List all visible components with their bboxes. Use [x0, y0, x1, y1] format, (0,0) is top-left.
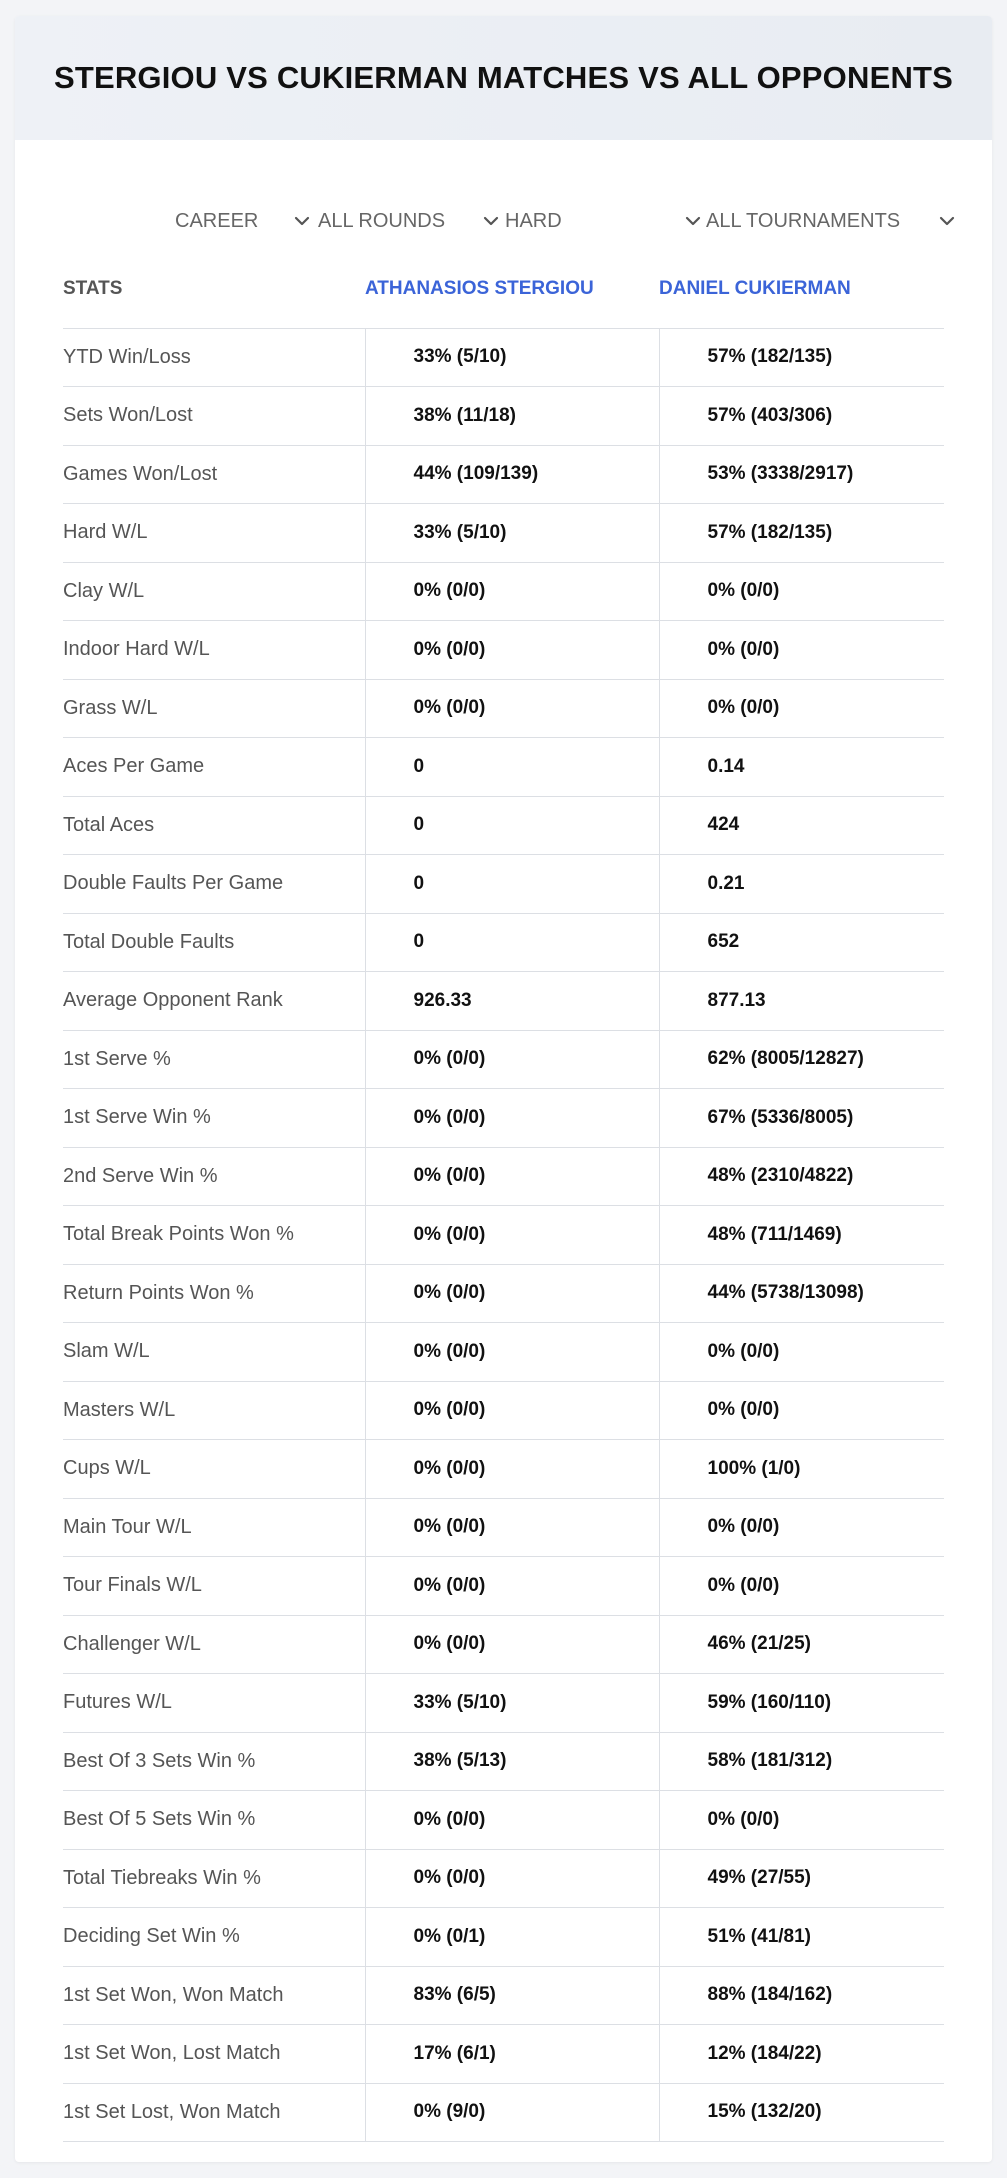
stat-value-stergiou: 0% (0/0) — [365, 562, 659, 621]
chevron-down-icon — [482, 212, 500, 230]
stat-value-stergiou: 33% (5/10) — [365, 328, 659, 387]
stat-label: Best Of 5 Sets Win % — [63, 1791, 365, 1850]
stat-value-cukierman: 48% (2310/4822) — [659, 1147, 944, 1206]
table-row — [63, 1264, 944, 1323]
stat-label: Total Aces — [63, 796, 365, 855]
stat-value-cukierman: 15% (132/20) — [659, 2083, 944, 2142]
table-row — [63, 855, 944, 914]
filter-label: ALL TOURNAMENTS — [706, 209, 901, 232]
table-row — [63, 2025, 944, 2084]
filter-rounds-select[interactable] — [318, 188, 500, 254]
stat-value-stergiou: 33% (5/10) — [365, 504, 659, 563]
table-row — [63, 562, 944, 621]
stat-value-cukierman: 58% (181/312) — [659, 1732, 944, 1791]
table-row — [63, 972, 944, 1031]
stat-value-stergiou: 17% (6/1) — [365, 2025, 659, 2084]
stat-value-stergiou: 0% (0/0) — [365, 1030, 659, 1089]
table-row — [63, 1791, 944, 1850]
stat-label: Grass W/L — [63, 679, 365, 738]
table-row — [63, 679, 944, 738]
stat-value-cukierman: 88% (184/162) — [659, 1966, 944, 2025]
stat-value-stergiou: 44% (109/139) — [365, 445, 659, 504]
stat-value-cukierman: 0% (0/0) — [659, 1323, 944, 1382]
stat-value-stergiou: 38% (5/13) — [365, 1732, 659, 1791]
filter-surface-select[interactable] — [505, 188, 702, 254]
table-row — [63, 1089, 944, 1148]
stat-label: Best Of 3 Sets Win % — [63, 1732, 365, 1791]
stat-value-cukierman: 59% (160/110) — [659, 1674, 944, 1733]
stat-value-stergiou: 0 — [365, 855, 659, 914]
stat-value-cukierman: 53% (3338/2917) — [659, 445, 944, 504]
stats-table-body — [63, 328, 944, 2142]
stat-value-cukierman: 0% (0/0) — [659, 1791, 944, 1850]
stat-value-stergiou: 0 — [365, 913, 659, 972]
stat-label: Masters W/L — [63, 1381, 365, 1440]
stat-label: Total Tiebreaks Win % — [63, 1849, 365, 1908]
stat-value-stergiou: 0% (0/0) — [365, 1498, 659, 1557]
stat-label: Tour Finals W/L — [63, 1557, 365, 1616]
stat-value-stergiou: 0 — [365, 738, 659, 797]
player-link-stergiou[interactable]: ATHANASIOS STERGIOU — [365, 250, 659, 328]
stat-value-cukierman: 877.13 — [659, 972, 944, 1031]
filter-period-select[interactable] — [175, 188, 311, 254]
stat-value-cukierman: 67% (5336/8005) — [659, 1089, 944, 1148]
stat-value-cukierman: 46% (21/25) — [659, 1615, 944, 1674]
stat-value-cukierman: 0% (0/0) — [659, 1498, 944, 1557]
stat-label: Sets Won/Lost — [63, 387, 365, 446]
stat-value-cukierman: 0.14 — [659, 738, 944, 797]
stat-value-stergiou: 0% (0/0) — [365, 1615, 659, 1674]
table-row — [63, 504, 944, 563]
stat-value-stergiou: 0% (0/0) — [365, 1147, 659, 1206]
player-link-cukierman[interactable]: DANIEL CUKIERMAN — [659, 250, 944, 328]
stat-label: Double Faults Per Game — [63, 855, 365, 914]
stat-value-stergiou: 0% (0/0) — [365, 1206, 659, 1265]
table-row — [63, 1615, 944, 1674]
filter-label: HARD — [505, 209, 562, 232]
stat-label: Average Opponent Rank — [63, 972, 365, 1031]
stat-value-stergiou: 38% (11/18) — [365, 387, 659, 446]
stat-value-stergiou: 0% (0/1) — [365, 1908, 659, 1967]
stat-value-cukierman: 57% (182/135) — [659, 328, 944, 387]
stat-value-cukierman: 0% (0/0) — [659, 621, 944, 680]
card-header — [15, 16, 992, 140]
stat-label: 1st Serve % — [63, 1030, 365, 1089]
stat-value-stergiou: 0% (0/0) — [365, 1089, 659, 1148]
stat-value-cukierman: 424 — [659, 796, 944, 855]
stat-value-cukierman: 12% (184/22) — [659, 2025, 944, 2084]
stat-value-cukierman: 44% (5738/13098) — [659, 1264, 944, 1323]
table-row — [63, 1908, 944, 1967]
stat-label: 1st Set Won, Lost Match — [63, 2025, 365, 2084]
table-row — [63, 913, 944, 972]
stat-label: Total Double Faults — [63, 913, 365, 972]
table-row — [63, 1323, 944, 1382]
stat-value-stergiou: 0% (0/0) — [365, 1849, 659, 1908]
stat-label: Games Won/Lost — [63, 445, 365, 504]
stat-label: Clay W/L — [63, 562, 365, 621]
stat-value-stergiou: 0% (0/0) — [365, 1791, 659, 1850]
table-row — [63, 621, 944, 680]
table-header-row — [63, 250, 944, 328]
stat-value-cukierman: 0.21 — [659, 855, 944, 914]
stat-value-cukierman: 652 — [659, 913, 944, 972]
stat-value-cukierman: 49% (27/55) — [659, 1849, 944, 1908]
stat-label: Aces Per Game — [63, 738, 365, 797]
table-row — [63, 796, 944, 855]
table-row — [63, 1030, 944, 1089]
table-row — [63, 1440, 944, 1499]
stat-value-cukierman: 48% (711/1469) — [659, 1206, 944, 1265]
stat-label: 1st Set Won, Won Match — [63, 1966, 365, 2025]
stats-table — [63, 250, 944, 2142]
table-row — [63, 1147, 944, 1206]
table-row — [63, 328, 944, 387]
stat-value-cukierman: 0% (0/0) — [659, 562, 944, 621]
filter-tournaments-select[interactable] — [706, 188, 956, 254]
stat-value-cukierman: 0% (0/0) — [659, 1381, 944, 1440]
stat-label: Total Break Points Won % — [63, 1206, 365, 1265]
stat-value-stergiou: 0% (0/0) — [365, 1323, 659, 1382]
stat-value-stergiou: 0% (0/0) — [365, 1381, 659, 1440]
filter-label: ALL ROUNDS — [318, 209, 446, 232]
stat-value-cukierman: 0% (0/0) — [659, 679, 944, 738]
table-row — [63, 738, 944, 797]
filter-label: CAREER — [175, 209, 259, 232]
stats-card — [15, 16, 992, 2162]
stat-value-stergiou: 926.33 — [365, 972, 659, 1031]
stat-value-cukierman: 57% (182/135) — [659, 504, 944, 563]
stat-label: Challenger W/L — [63, 1615, 365, 1674]
stat-value-stergiou: 0% (0/0) — [365, 679, 659, 738]
table-row — [63, 1674, 944, 1733]
filter-bar — [15, 188, 992, 254]
stat-value-stergiou: 0% (0/0) — [365, 1264, 659, 1323]
stat-value-cukierman: 51% (41/81) — [659, 1908, 944, 1967]
table-row — [63, 1498, 944, 1557]
stat-value-stergiou: 0% (0/0) — [365, 1557, 659, 1616]
stat-value-cukierman: 0% (0/0) — [659, 1557, 944, 1616]
stat-value-cukierman: 57% (403/306) — [659, 387, 944, 446]
column-header-stats: STATS — [63, 250, 365, 328]
stat-label: Main Tour W/L — [63, 1498, 365, 1557]
page-title: STERGIOU VS CUKIERMAN MATCHES VS ALL OPPONENTS — [53, 60, 954, 95]
chevron-down-icon — [684, 212, 702, 230]
chevron-down-icon — [938, 212, 956, 230]
stat-label: Deciding Set Win % — [63, 1908, 365, 1967]
stat-label: Futures W/L — [63, 1674, 365, 1733]
table-row — [63, 1557, 944, 1616]
table-row — [63, 445, 944, 504]
stat-value-stergiou: 33% (5/10) — [365, 1674, 659, 1733]
stat-value-cukierman: 100% (1/0) — [659, 1440, 944, 1499]
stat-label: 1st Set Lost, Won Match — [63, 2083, 365, 2142]
stat-label: Return Points Won % — [63, 1264, 365, 1323]
stat-label: YTD Win/Loss — [63, 328, 365, 387]
stat-label: Slam W/L — [63, 1323, 365, 1382]
stat-value-stergiou: 83% (6/5) — [365, 1966, 659, 2025]
stat-label: Hard W/L — [63, 504, 365, 563]
table-row — [63, 1966, 944, 2025]
table-row — [63, 1732, 944, 1791]
table-row — [63, 1849, 944, 1908]
stat-value-stergiou: 0% (9/0) — [365, 2083, 659, 2142]
stat-label: Indoor Hard W/L — [63, 621, 365, 680]
stat-label: 1st Serve Win % — [63, 1089, 365, 1148]
table-row — [63, 387, 944, 446]
stat-label: 2nd Serve Win % — [63, 1147, 365, 1206]
stat-value-stergiou: 0% (0/0) — [365, 1440, 659, 1499]
stat-value-cukierman: 62% (8005/12827) — [659, 1030, 944, 1089]
table-row — [63, 2083, 944, 2142]
chevron-down-icon — [293, 212, 311, 230]
table-row — [63, 1206, 944, 1265]
stat-label: Cups W/L — [63, 1440, 365, 1499]
stat-value-stergiou: 0 — [365, 796, 659, 855]
table-row — [63, 1381, 944, 1440]
stat-value-stergiou: 0% (0/0) — [365, 621, 659, 680]
